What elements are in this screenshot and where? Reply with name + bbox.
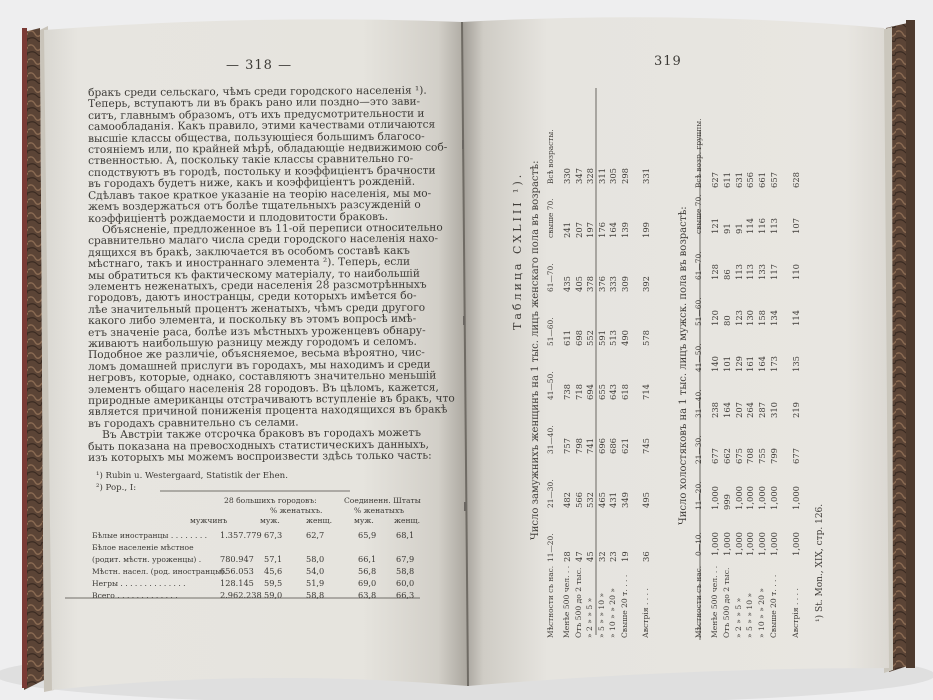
column-header: % женатыхъ.: [270, 506, 323, 515]
table-cell: 347: [573, 168, 584, 184]
table-cell: 120: [710, 310, 720, 326]
table-cell: 490: [619, 330, 630, 346]
table-cell: 552: [585, 330, 595, 346]
text-line: быть показана на превосходныхъ статистическихъ данныхъ,: [88, 438, 430, 453]
table-cell: 621: [619, 438, 630, 454]
footnote: ¹) Rubin u. Westergaard, Statistik der Ehen.: [96, 471, 288, 481]
column-header: мужчинъ: [190, 516, 228, 525]
table-cell: 1,000: [757, 486, 768, 510]
table-cell: 113: [769, 218, 779, 234]
table-cell: 331: [641, 168, 651, 184]
table-cell: 68,1: [396, 530, 415, 540]
table-cell: 164: [721, 402, 732, 418]
table-cell: 116: [757, 218, 768, 234]
table-cell: 482: [562, 492, 572, 508]
table-cell: 54,0: [306, 566, 325, 576]
column-header: 21—30.: [546, 479, 555, 508]
table-cell: 128.145: [220, 578, 254, 588]
text-line: Въ Австріи также отсрочка браковъ въ городахъ можетъ: [102, 427, 422, 442]
table-cell: 618: [619, 384, 630, 400]
column-header: Мѣстности съ нас.: [546, 565, 555, 638]
row-label: » 5 » » 10 »: [745, 592, 755, 638]
text-line: высшіе классы общества, пользующіеся большимъ благосо-: [88, 130, 425, 145]
table-cell: 798: [573, 438, 584, 454]
table-cell: 694: [585, 384, 595, 400]
column-header: женщ.: [394, 516, 421, 525]
column-header: Всѣ возрасты.: [546, 129, 555, 184]
table-cell: 58,8: [396, 566, 415, 576]
table-cell: 91: [733, 223, 744, 234]
row-label: Мѣстн. насел. (род. иностранцы).: [92, 567, 227, 576]
table-cell: 62,7: [306, 530, 325, 540]
table-cell: 32: [596, 551, 607, 562]
table-cell: 677: [790, 448, 801, 464]
table-cell: 207: [733, 402, 744, 418]
table-cell: 28: [562, 551, 572, 562]
row-label: Австрія . . . .: [641, 588, 650, 638]
table-cell: 698: [573, 330, 584, 346]
table-cell: 134: [769, 310, 779, 326]
table-cell: 80: [721, 315, 732, 326]
table-cell: 328: [585, 168, 595, 184]
table-cell: 1,000: [790, 532, 801, 556]
row-label: » 5 » » 10 »: [596, 592, 606, 638]
table-cell: 197: [585, 222, 595, 238]
table-cell: 718: [573, 384, 584, 400]
table-cell: 199: [641, 222, 651, 238]
table-cell: 755: [757, 448, 768, 464]
table-cell: 611: [721, 172, 732, 188]
column-header: 0—10.: [694, 532, 703, 556]
row-label: » 2 » » 5 »: [585, 597, 594, 638]
table-cell: 117: [769, 264, 779, 280]
table-cell: 333: [608, 276, 618, 292]
table-cell: 113: [733, 264, 744, 280]
text-line: живаютъ наибольшую разницу между городомъ и селомъ.: [88, 335, 417, 351]
table-cell: 349: [619, 492, 630, 508]
column-header: муж.: [354, 516, 374, 525]
table-cell: 1,000: [790, 486, 801, 510]
table-cell: 264: [745, 402, 756, 418]
table-cell: 158: [757, 310, 768, 326]
table-cell: 113: [745, 264, 756, 280]
table-cell: 176: [596, 222, 607, 238]
table-cell: 591: [596, 330, 607, 346]
text-line: изъ которыхъ мы можемъ воспроизвести здѣсь только часть:: [88, 449, 432, 465]
right-page-number: 319: [654, 54, 682, 69]
footnote: ²) Pop., I:: [96, 483, 137, 493]
text-line: етъ значеніе раса, болѣе изъ мѣстныхъ уроженцевъ обнару-: [88, 324, 426, 339]
table-cell: 330: [562, 168, 572, 184]
row-label: Австрія . . . .: [790, 588, 800, 638]
men-table-title: Число холостяковъ на 1 тыс. лицъ мужск. пола въ возрастѣ:: [678, 206, 689, 525]
table-cell: 1,000: [710, 486, 720, 510]
table-cell: 757: [562, 438, 572, 454]
row-label: Всего . . . . . . . . . . . . .: [92, 591, 178, 600]
column-group-label: Соединенн. Штаты: [344, 496, 421, 505]
table-cell: 56,8: [358, 566, 377, 576]
table-cell: 86: [721, 269, 732, 280]
table-cell: 58,0: [306, 554, 325, 564]
table-cell: 643: [608, 384, 618, 400]
table-cell: 1.357.779: [220, 530, 262, 540]
text-line: ственностью. А, поскольку такіе классы сравнительно го-: [88, 153, 414, 168]
table-cell: 133: [757, 264, 768, 280]
table-cell: 675: [733, 448, 744, 464]
table-cell: 799: [769, 448, 779, 464]
table-cell: 67,9: [396, 554, 415, 564]
column-header: женщ.: [306, 516, 333, 525]
table-cell: 780.947: [220, 554, 254, 564]
table-cell: 1,000: [757, 532, 768, 556]
left-page-number: — 318 —: [226, 58, 293, 73]
table-cell: 107: [790, 218, 801, 234]
column-header: свыше 70.: [546, 198, 555, 238]
table-cell: 287: [757, 402, 768, 418]
table-cell: 121: [710, 218, 720, 234]
text-line: сподствуютъ въ городѣ, постольку и коэффиціентъ брачности: [88, 164, 436, 179]
text-line: ломъ домашней прислуги въ городахъ, мы находимъ и среди: [88, 358, 431, 373]
marriage-comparison-table: [92, 496, 422, 606]
column-group-label: 28 большихъ городовъ:: [224, 496, 317, 505]
table-cell: 19: [619, 551, 630, 562]
table-cell: 161: [745, 356, 756, 372]
text-line: Объясненіе, предложенное въ 11-ой переписи относительно: [102, 221, 443, 236]
table-cell: 628: [790, 172, 801, 188]
table-cell: 1,000: [769, 532, 779, 556]
text-line: негровъ, которые, однако, составляютъ значительно меньшій: [88, 369, 437, 385]
column-header: 61—70.: [694, 251, 703, 280]
table-cell: 139: [619, 222, 630, 238]
column-header: 31—40.: [694, 389, 703, 418]
text-line: ситъ, главнымъ образомъ, отъ ихъ предусмотрительности и: [88, 107, 425, 122]
table-cell: 378: [585, 276, 595, 292]
table-cell: 311: [596, 168, 607, 184]
table-cell: 662: [721, 448, 732, 464]
table-cell: 1,000: [745, 532, 756, 556]
table-cell: 999: [721, 494, 732, 510]
table-cell: 655: [596, 384, 607, 400]
text-line: природные американцы отстрачиваютъ вступленіе въ бракъ, что: [88, 392, 455, 408]
column-header: муж.: [260, 516, 280, 525]
row-label: Бѣлые иностранцы . . . . . . . .: [92, 531, 208, 540]
row-label: Менѣе 500 чел. . .: [710, 565, 719, 638]
table-cell: 66,3: [396, 590, 415, 600]
table-cell: 656.053: [220, 566, 254, 576]
table-caption: Таблица CXLIII ¹).: [511, 171, 524, 330]
table-cell: 66,1: [358, 554, 377, 564]
table-cell: 708: [745, 448, 756, 464]
text-line: Теперь, вступаютъ ли въ бракъ рано или поздно—это зави-: [88, 96, 421, 111]
text-line: бракъ среди сельскаго, чѣмъ среди городского населенія ¹).: [88, 84, 427, 99]
table-cell: 51,9: [306, 578, 325, 588]
text-line: элементъ неженатыхъ, среди населенія 28 разсмотрѣнныхъ: [88, 278, 427, 293]
table-cell: 532: [585, 492, 595, 508]
table-cell: 431: [608, 492, 618, 508]
column-header: 21—30.: [694, 435, 703, 464]
table-cell: 376: [596, 276, 607, 292]
table-cell: 241: [562, 222, 572, 238]
text-line: мы обратиться къ фактическому матеріалу, то наибольшій: [88, 267, 420, 282]
column-header: 11—20.: [694, 481, 703, 510]
table-cell: 173: [769, 356, 779, 372]
table-cell: 110: [790, 264, 801, 280]
text-line: какого либо элемента, и поскольку въ этомъ вопросѣ имѣ-: [88, 312, 417, 328]
text-line: сравнительно малаго числа среди городского населенія нахо-: [88, 232, 439, 248]
text-line: городовъ, даютъ иностранцы, среди которыхъ имѣется бо-: [88, 290, 417, 305]
column-header: 41—50.: [546, 371, 555, 400]
table-cell: 135: [790, 356, 801, 372]
text-line: дящихся въ бракѣ, заключается въ особомъ составѣ какъ: [88, 244, 410, 259]
table-cell: 60,0: [396, 578, 415, 588]
table-cell: 513: [608, 330, 618, 346]
column-header: 61—70.: [546, 263, 555, 292]
table-cell: 495: [641, 492, 651, 508]
text-line: самообладанія. Какъ правило, этими качествами отличаются: [88, 118, 436, 134]
table-cell: 435: [562, 276, 572, 292]
column-header: 11—20.: [546, 533, 555, 562]
table-cell: 128: [710, 264, 720, 280]
text-line: въ городахъ сравнительно съ селами.: [88, 416, 299, 430]
table-cell: 1,000: [733, 486, 744, 510]
women-table-title: Число замужнихъ женщинъ на 1 тыс. лицъ женскаго пола въ возрастѣ:: [530, 160, 541, 540]
table-cell: 677: [710, 448, 720, 464]
row-label: Свыше 20 т. . . .: [619, 574, 629, 638]
column-header: 51—60.: [546, 317, 555, 346]
table-cell: 36: [641, 551, 651, 562]
table-cell: 631: [733, 172, 744, 188]
table-cell: 65,9: [358, 530, 377, 540]
column-header: 41—50.: [694, 343, 703, 372]
text-line: является причиной пониженія процента находящихся въ бракѣ: [88, 403, 448, 419]
table-cell: 714: [641, 384, 651, 400]
table-cell: 207: [573, 222, 584, 238]
table-cell: 686: [608, 438, 618, 454]
table-cell: 1,000: [745, 486, 756, 510]
column-header: свыше 70.: [694, 194, 703, 234]
table-cell: 566: [573, 492, 584, 508]
column-header: 51—60.: [694, 297, 703, 326]
table-cell: 91: [721, 223, 732, 234]
table-cell: 45,6: [264, 566, 283, 576]
column-header: 31—40.: [546, 425, 555, 454]
table-cell: 47: [573, 551, 584, 562]
table-cell: 611: [562, 330, 572, 346]
column-header: % женатыхъ: [354, 506, 405, 515]
table-cell: 164: [608, 222, 618, 238]
table-cell: 745: [641, 438, 651, 454]
row-label: » 10 » » 20 »: [757, 588, 767, 638]
table-cell: 309: [619, 276, 630, 292]
table-cell: 57,1: [264, 554, 283, 564]
table-cell: 219: [790, 402, 801, 418]
table-cell: 140: [710, 356, 720, 372]
table-cell: 657: [769, 172, 779, 188]
table-cell: 69,0: [358, 578, 377, 588]
text-line: лѣе значительный процентъ женатыхъ, чѣмъ среди другого: [88, 301, 426, 316]
right-page-footnote: ¹) St. Mon., XIX, стр. 126.: [815, 503, 825, 622]
row-label: » 10 » » 20 »: [608, 588, 617, 638]
table-cell: 298: [619, 168, 630, 184]
table-cell: 1,000: [733, 532, 744, 556]
table-cell: 114: [790, 310, 801, 326]
text-line: мѣстнаго, такъ и иностраннаго элемента ²). Теперь, если: [88, 255, 411, 271]
table-cell: 627: [710, 172, 720, 188]
table-cell: 130: [745, 310, 756, 326]
table-cell: 310: [769, 402, 779, 418]
row-label: Бѣлое населеніе мѣстное: [92, 543, 194, 552]
text-line: стояніемъ или, по крайней мѣрѣ, обладающіе недвижимою соб-: [88, 141, 448, 157]
table-cell: 67,3: [264, 530, 283, 540]
row-label: Свыше 20 т. . . .: [769, 574, 778, 638]
table-cell: 1,000: [769, 486, 779, 510]
text-line: Подобное же различіе, объясняемое, весьма вѣроятно, чис-: [88, 347, 425, 362]
text-line: элементъ общаго населенія 28 городовъ. Въ цѣломъ, кажется,: [88, 381, 439, 396]
table-cell: 58,8: [306, 590, 325, 600]
text-line: жемъ воздержаться отъ болѣе тщательныхъ разсужденій о: [88, 198, 421, 214]
column-header: Всѣ возр. группы.: [694, 118, 703, 188]
table-cell: 63,8: [358, 590, 377, 600]
table-cell: 129: [733, 356, 744, 372]
row-label: Отъ 500 до 2 тыс.: [721, 567, 731, 638]
row-label: Негры . . . . . . . . . . . . . .: [92, 579, 186, 588]
table-cell: 23: [608, 551, 618, 562]
text-line: Сдѣлавъ такое краткое указаніе на теорію населенія, мы мо-: [88, 187, 432, 202]
table-cell: 164: [757, 356, 768, 372]
row-label: (родит. мѣстн. уроженцы) .: [92, 555, 202, 564]
table-cell: 59,0: [264, 590, 283, 600]
table-cell: 123: [733, 310, 744, 326]
row-label: Менѣе 500 чел. . .: [562, 565, 571, 638]
table-cell: 2.962.238: [220, 590, 262, 600]
table-cell: 465: [596, 492, 607, 508]
table-cell: 1,000: [721, 532, 732, 556]
table-cell: 741: [585, 438, 595, 454]
row-label: Отъ 500 до 2 тыс.: [573, 567, 583, 638]
table-cell: 738: [562, 384, 572, 400]
table-cell: 392: [641, 276, 651, 292]
table-cell: 59,5: [264, 578, 283, 588]
table-cell: 305: [608, 168, 618, 184]
table-cell: 405: [573, 276, 584, 292]
table-cell: 238: [710, 402, 720, 418]
table-cell: 1,000: [710, 532, 720, 556]
table-cell: 696: [596, 438, 607, 454]
table-cell: 114: [745, 218, 756, 234]
table-cell: 661: [757, 172, 768, 188]
column-header: Мѣстности съ нас.: [694, 565, 703, 638]
table-cell: 578: [641, 330, 651, 346]
table-cell: 101: [721, 356, 732, 372]
row-label: » 2 » » 5 »: [733, 597, 743, 638]
table-cell: 45: [585, 551, 595, 562]
table-cell: 656: [745, 172, 756, 188]
text-line: коэффиціентѣ рождаемости и плодовитости браковъ.: [88, 210, 389, 225]
text-line: въ городахъ будетъ ниже, какъ и коэффиціентъ рожденій.: [88, 175, 416, 191]
